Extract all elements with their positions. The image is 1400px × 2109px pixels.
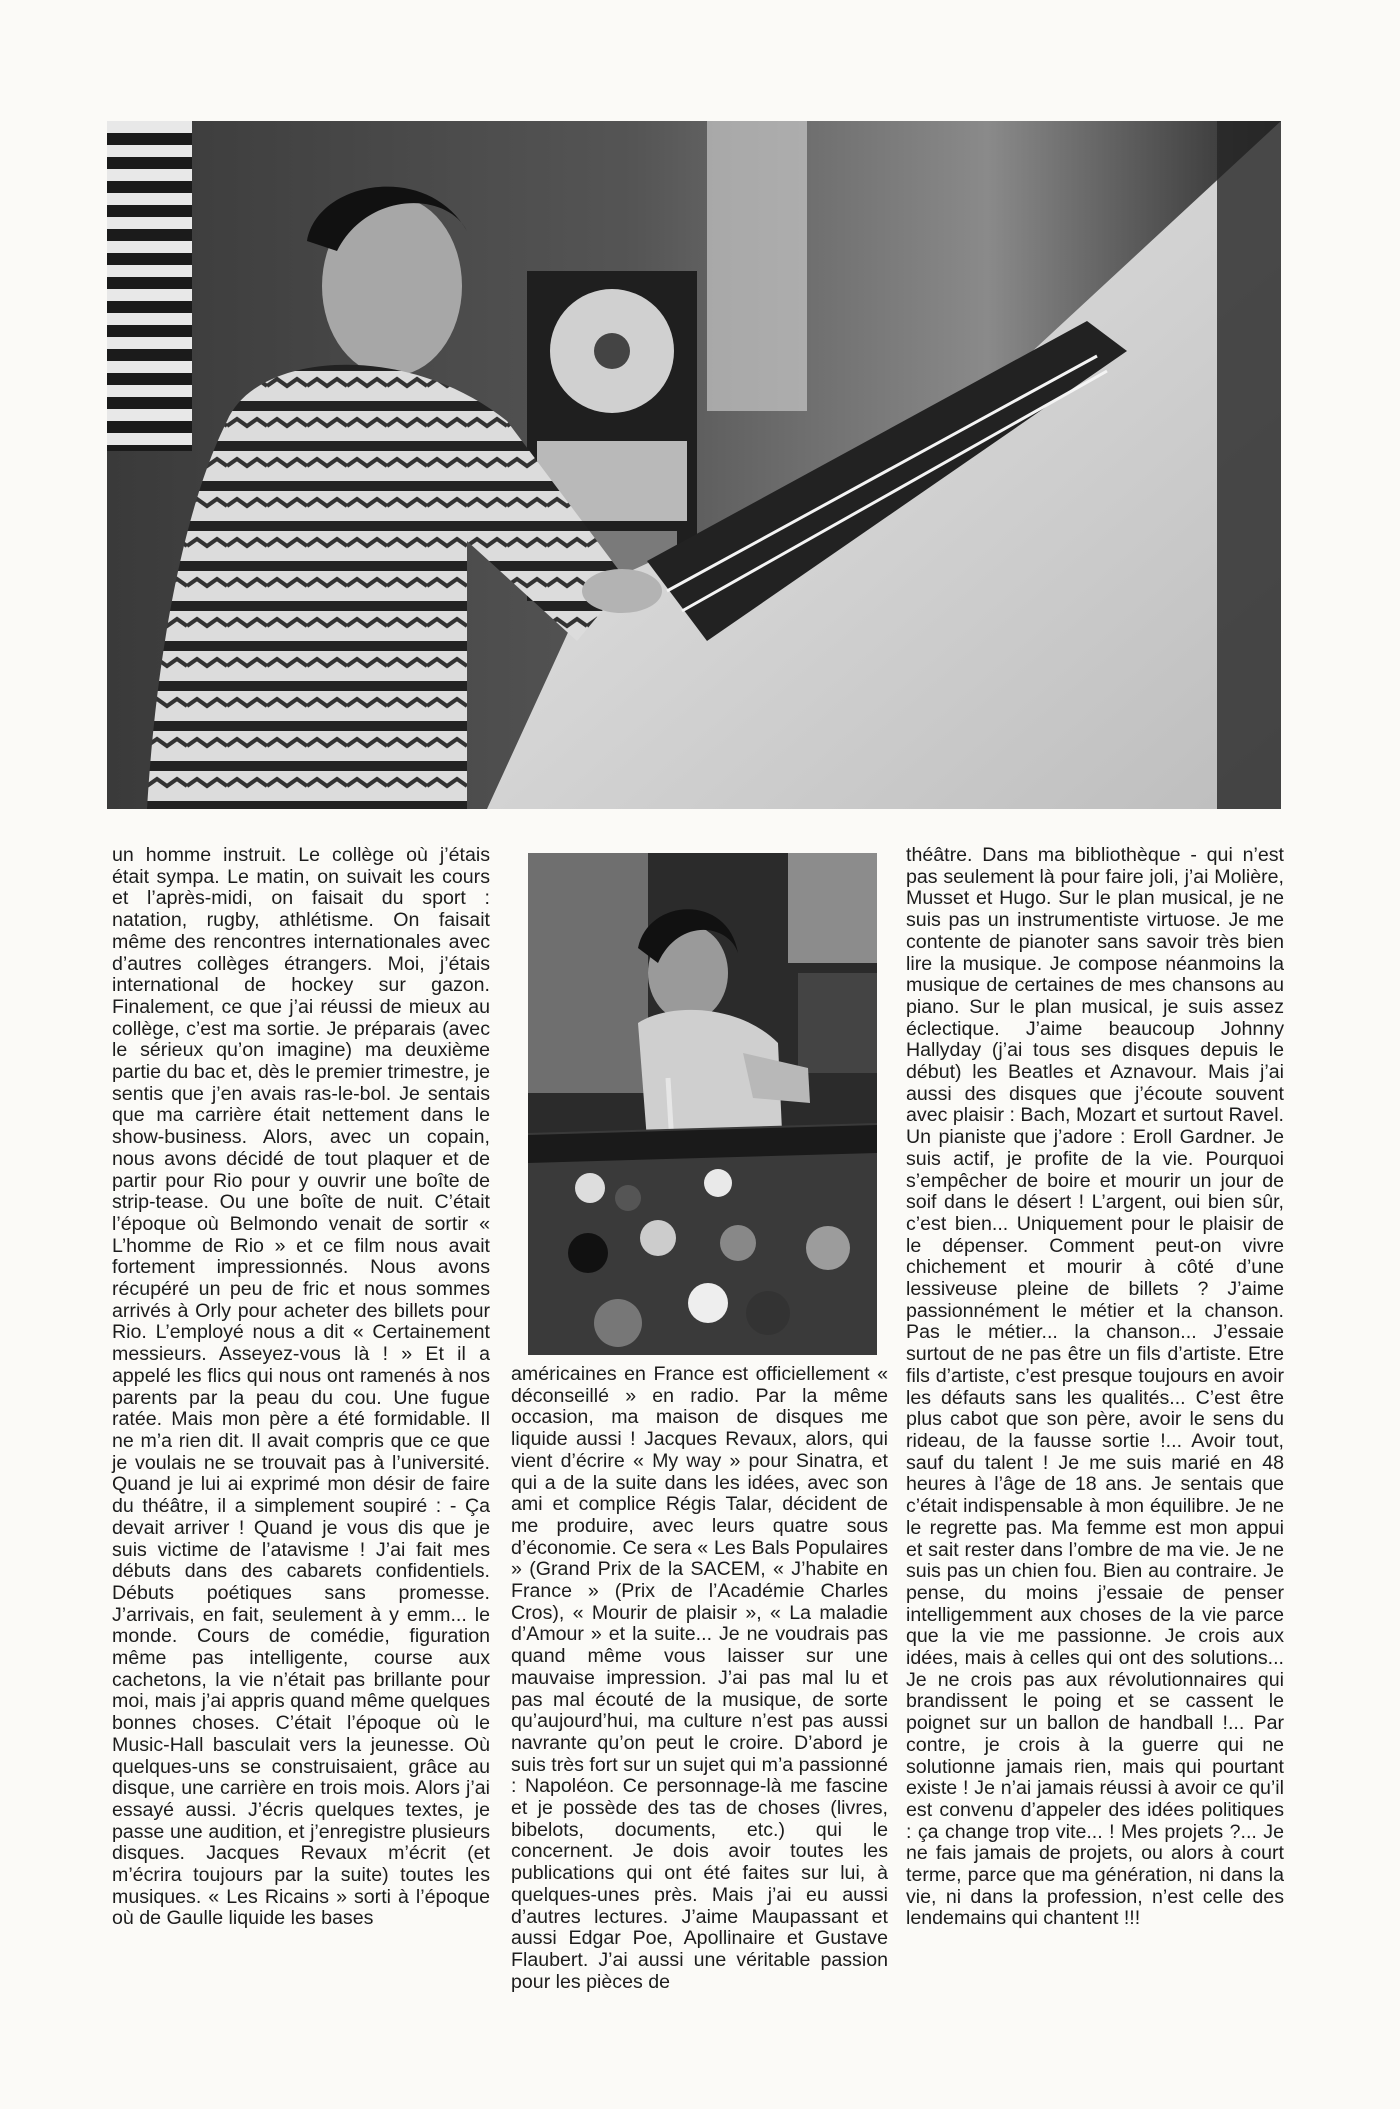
piano-photo-illustration	[107, 121, 1281, 809]
man-playing-piano-photo	[107, 121, 1281, 809]
article-text-right: théâtre. Dans ma bibliothèque - qui n’est pas seulement là pour faire joli, j’ai Molière, Musset et Hugo. Sur le plan musical, je ne suis pas un instrumentiste virtuose. Je me contente de pianoter sans savoir très bien lire la musique. Je compose néanmoins la musique de certaines de mes chansons au piano. Sur le plan musical, je suis assez éclectique. J’aime beaucoup Johnny Hallyday (j’ai tous ses disques depuis le début) les Beatles et Aznavour. Mais j’ai aussi des disques que j’écoute souvent avec plaisir : Bach, Mozart et surtout Ravel. Un pianiste que j’adore : Eroll Gardner. Je suis actif, je profite de la vie. Pourquoi s’empêcher de boire et mourir un jour de soif dans le désert ! L’argent, oui bien sûr, c’est bien... Uniquement pour le plaisir de le dépenser. Comment peut-on vivre chichement et mourir à côté d’une lessiveuse pleine de billets ? J’aime passionnément le métier et la chanson. Pas le métier... la chanson... J’essaie surtout de ne pas être un fils d’artiste. Etre fils d’artiste, c’est presque toujours en avoir les défauts sans les qualités... C’est être plus cabot que son père, avoir le sens du rideau, de la fausse sortie !... Avoir tout, sauf du talent ! Je me suis marié en 48 heures à l’âge de 18 ans. Je sentais que c’était indispensable à mon équilibre. Je ne le regrette pas. Ma femme est mon appui et sait rester dans l’ombre de ma vie. Je ne suis pas un chien fou. Bien au contraire. Je pense, du moins j’essaie de penser intelligemment aux choses de la vie parce que la vie me passionne. Je crois aux idées, mais à celles qui ont des solutions... Je ne crois pas aux révolutionnaires qui brandissent le poing et se cassent le poignet sur un ballon de handball !... Par contre, je crois à la guerre qui ne solutionne jamais rien, mais qui pourtant existe ! Je n’ai jamais réussi à avoir ce qu’il est convenu d’appeler des idées politiques : ça change trop vite... ! Mes projets ?... Je ne fais jamais de projets, ou alors à court terme, parce que ma génération, ni dans la vie, ni dans la profession, n’est celle des lendemains qui chantent !!!	[906, 844, 1284, 1930]
man-playing-pool-photo	[528, 853, 877, 1355]
article-text-middle: américaines en France est officiellement « déconseillé » en radio. Par la même occasion, ma maison de disques me liquide aussi ! Jacques Revaux, alors, qui vient d’écrire « My way » pour Sinatra, et qui a de la suite dans les idées, avec son ami et complice Régis Talar, décident de me produire, avec leurs quatre sous d’économie. Ce sera « Les Bals Populaires » (Grand Prix de la SACEM, « J’habite en France » (Prix de l’Académie Charles Cros), « Mourir de plaisir », « La maladie d’Amour » et la suite... Je ne voudrais pas quand même vous laisser sur une mauvaise impression. J’ai pas mal lu et pas mal écouté de la musique, de sorte qu’aujourd’hui, ma culture n’est pas aussi navrante qu’on peut le croire. D’abord je suis très fort sur un sujet qui m’a passionné : Napoléon. Ce personnage-là me fascine et je possède des tas de choses (livres, bibelots, documents, etc.) qui le concernent. Je dois avoir toutes les publications qui ont été faites sur lui, à quelques-unes près. Mais j’ai eu aussi d’autres lectures. J’aime Maupassant et aussi Edgar Poe, Apollinaire et Gustave Flaubert. J’ai aussi une véritable passion pour les pièces de	[511, 1363, 888, 1993]
article-text-left: un homme instruit. Le collège où j’étais était sympa. Le matin, on suivait les cours et l’après-midi, on faisait du sport : natation, rugby, athlétisme. On faisait même des rencontres internationales avec d’autres collèges étrangers. Moi, j’étais international de hockey sur gazon. Finalement, ce que j’ai réussi de mieux au collège, c’est ma sortie. Je préparais (avec le sérieux qu’on imagine) ma deuxième partie du bac et, dès le premier trimestre, je sentis que j’en avais ras-le-bol. Je sentais que ma carrière était nettement dans le show-business. Alors, avec un copain, nous avons décidé de tout plaquer et de partir pour Rio pour y ouvrir une boîte de strip-tease. Ou une boîte de nuit. C’était l’époque où Belmondo venait de sortir « L’homme de Rio » et ce film nous avait fortement impressionnés. Nous avons récupéré un peu de fric et nous sommes arrivés à Orly pour acheter des billets pour Rio. L’employé nous a dit « Certainement messieurs. Asseyez-vous là ! » Et il a appelé les flics qui nous ont ramenés à nos parents par la peau du cou. Une fugue ratée. Mais mon père a été formidable. Il ne m’a rien dit. Il avait compris que ce que je voulais ne se trouvait pas à l’université. Quand je lui ai exprimé mon désir de faire du théâtre, il a simplement soupiré : - Ça devait arriver ! Quand je vous dis que je suis victime de l’atavisme ! J’ai fait mes débuts dans des cabarets confidentiels. Débuts poétiques sans promesse. J’arrivais, en fait, seulement à y emm... le monde. Cours de comédie, figuration même pas intelligente, course aux cachetons, la vie n’était pas brillante pour moi, mais j’ai appris quand même quelques bonnes choses. C’était l’époque où le Music-Hall basculait vers la jeunesse. Où quelques-uns se construisaient, grâce au disque, une carrière en trois mois. Alors j’ai essayé aussi. J’écris quelques textes, je passe une audition, et j’enregistre plusieurs disques. Jacques Revaux m’écrit (et m’écrira toujours par la suite) toutes les musiques. « Les Ricains » sorti à l’époque où de Gaulle liquide les bases	[112, 844, 490, 1930]
article-column-middle	[511, 1364, 888, 1993]
article-column-right	[906, 845, 1284, 1930]
article-column-left	[112, 845, 490, 1930]
pool-photo-illustration	[528, 853, 877, 1355]
